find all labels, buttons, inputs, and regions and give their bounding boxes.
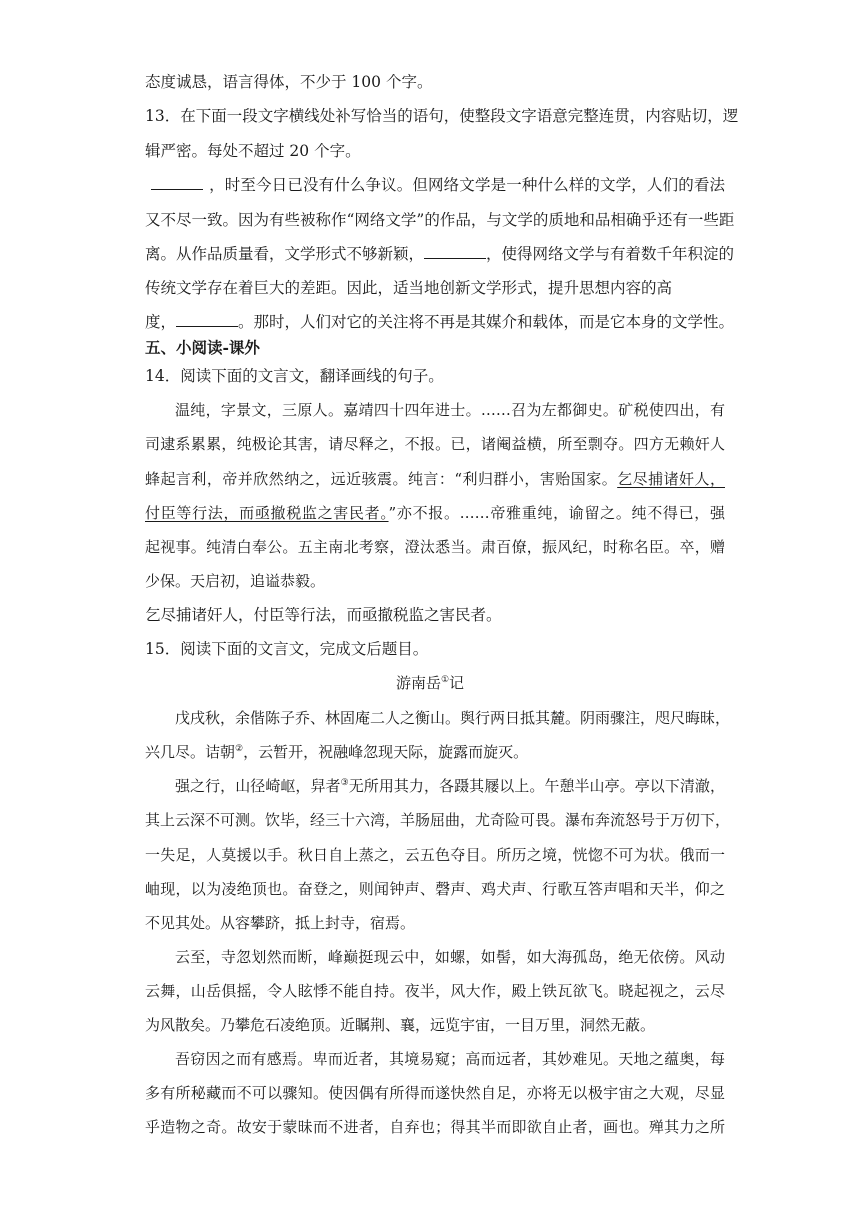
passage-line bbox=[145, 879, 725, 899]
line-text: 离。从作品质量看，文学形式不够新颖， bbox=[145, 245, 425, 263]
line-text: ，使得网络文学与有着数千年积淀的 bbox=[486, 245, 735, 263]
line-text: 度， bbox=[145, 313, 177, 331]
answer-blank-3[interactable] bbox=[176, 312, 238, 327]
passage-line bbox=[175, 400, 725, 420]
line-text: 温纯，字景文，三原人。嘉靖四十四年进士。……召为左都御史。矿税使四出，有 bbox=[175, 401, 725, 419]
line-text: 岫现，以为凌绝顶也。奋登之，则闻钟声、磬声、鸡犬声、行歌互答声唱和天半，仰之 bbox=[145, 880, 725, 898]
question-13-stem bbox=[145, 106, 739, 126]
line-text: 14．阅读下面的文言文，翻译画线的句子。 bbox=[145, 367, 444, 385]
line-text: 一失足，人莫援以手。秋日自上蒸之，云五色夺目。所历之境，恍惚不可为状。俄而一 bbox=[145, 846, 725, 864]
line-text: 态度诚恳，语言得体，不少于 100 个字。 bbox=[145, 73, 433, 91]
passage-line bbox=[145, 845, 725, 865]
passage-line bbox=[145, 1083, 725, 1103]
footnote-marker: ③ bbox=[340, 778, 349, 788]
line-text: 兴几尽。诘朝 bbox=[145, 743, 236, 761]
passage-line bbox=[145, 571, 725, 591]
footnote-marker: ① bbox=[440, 675, 450, 685]
line-text: ，云暂开，祝融峰忽现天际，旋露而旋灭。 bbox=[243, 743, 529, 761]
passage-title bbox=[145, 673, 715, 693]
text-line bbox=[145, 278, 725, 298]
text-line bbox=[145, 175, 725, 195]
passage-line bbox=[175, 947, 725, 967]
line-text: ，时至今日已没有什么争议。但网络文学是一种什么样的文学，人们的看法 bbox=[209, 176, 725, 194]
passage-line bbox=[145, 503, 725, 523]
sentence-to-translate bbox=[145, 605, 725, 625]
text-line bbox=[145, 312, 735, 332]
text-line bbox=[145, 141, 725, 161]
line-text: ”亦不报。……帝雅重纯，谕留之。纯不得已，强 bbox=[388, 504, 725, 522]
text-line bbox=[145, 210, 735, 230]
line-text: 无所用其力，各蹑其屦以上。午憩半山亭。亭以下清澈， bbox=[348, 777, 725, 795]
line-text: 起视事。纯清白奉公。五主南北考察，澄汰悉当。肃百僚，振风纪，时称名臣。卒，赠 bbox=[145, 538, 725, 556]
passage-line bbox=[145, 469, 725, 489]
line-text: 其上云深不可测。饮毕，经三十六湾，羊肠屈曲，尤奇险可畏。瀑布奔流怒号于万仞下， bbox=[145, 811, 731, 829]
passage-line bbox=[175, 1049, 725, 1069]
question-14-stem bbox=[145, 366, 725, 386]
line-text: 戊戌秋，余偕陈子乔、林固庵二人之衡山。舆行两日抵其麓。阴雨骤注，咫尺晦昧， bbox=[175, 709, 731, 727]
question-15-stem bbox=[145, 639, 725, 659]
passage-line bbox=[145, 981, 725, 1001]
line-text: 乎造物之奇。故安于蒙昧而不进者，自弃也；得其半而即欲自止者，画也。殚其力之所 bbox=[145, 1118, 725, 1136]
line-text: 又不尽一致。因为有些被称作“网络文学”的作品，与文学的质地和品相确乎还有一些距 bbox=[145, 211, 735, 229]
passage-line bbox=[145, 913, 725, 933]
line-text: 辑严密。每处不超过 20 个字。 bbox=[145, 142, 361, 160]
line-text: 。那时，人们对它的关注将不再是其媒介和载体，而是它本身的文学性。 bbox=[238, 313, 735, 331]
answer-blank-1[interactable] bbox=[151, 175, 203, 190]
passage-line bbox=[175, 708, 731, 728]
text-line bbox=[145, 244, 735, 264]
underlined-sentence: 付臣等行法，而亟撤税监之害民者。 bbox=[145, 504, 389, 522]
line-text: 15．阅读下面的文言文，完成文后题目。 bbox=[145, 640, 429, 658]
section-heading bbox=[145, 338, 725, 358]
line-text: 强之行，山径崎岖，舁者 bbox=[175, 777, 341, 795]
passage-line bbox=[145, 537, 725, 557]
line-text: 不见其处。从容攀跻，抵上封寺，宿焉。 bbox=[145, 914, 416, 932]
answer-blank-2[interactable] bbox=[424, 244, 486, 259]
underlined-sentence: 乞尽捕诸奸人， bbox=[617, 470, 725, 488]
passage-line bbox=[145, 810, 731, 830]
text-line bbox=[145, 72, 725, 92]
line-text: 13．在下面一段文字横线处补写恰当的语句，使整段文字语意完整连贯，内容贴切，逻 bbox=[145, 107, 739, 125]
line-text: 多有所秘藏而不可以骤知。使因偶有所得而遂快然自足，亦将无以极宇宙之大观，尽显 bbox=[145, 1084, 725, 1102]
line-text: 乞尽捕诸奸人，付臣等行法，而亟撤税监之害民者。 bbox=[145, 606, 502, 624]
line-text: 少保。天启初，追谥恭毅。 bbox=[145, 572, 326, 590]
title-text: 游南岳 bbox=[395, 674, 441, 692]
line-text: 为风散矣。乃攀危石凌绝顶。近瞩荆、襄，远览宇宙，一目万里，洞然无蔽。 bbox=[145, 1016, 656, 1034]
line-text: 蜂起言利，帝并欣然纳之，远近骇震。纯言：“利归群小，害贻国家。 bbox=[145, 470, 618, 488]
passage-line bbox=[175, 776, 725, 796]
passage-line bbox=[145, 1117, 725, 1137]
passage-line bbox=[145, 742, 725, 762]
line-text: 传统文学存在着巨大的差距。因此，适当地创新文学形式，提升思想内容的高 bbox=[145, 279, 673, 297]
line-text: 司逮系累累，纯极论其害，请尽释之，不报。已，诸阉益横，所至剽夺。四方无赖奸人 bbox=[145, 435, 725, 453]
line-text: 云舞，山岳俱摇，令人眩悸不能自持。夜半，风大作，殿上铁瓦欲飞。晓起视之，云尽 bbox=[145, 982, 725, 1000]
passage-line bbox=[145, 1015, 725, 1035]
title-text: 记 bbox=[449, 674, 465, 692]
passage-line bbox=[145, 434, 725, 454]
line-text: 五、小阅读-课外 bbox=[145, 338, 260, 357]
line-text: 吾窃因之而有感焉。卑而近者，其境易窥；高而远者，其妙难见。天地之蕴奥，每 bbox=[175, 1050, 725, 1068]
footnote-marker: ② bbox=[235, 744, 244, 754]
line-text: 云至，寺忽划然而断，峰巅挺现云中，如螺，如髻，如大海孤岛，绝无依傍。风动 bbox=[175, 948, 725, 966]
